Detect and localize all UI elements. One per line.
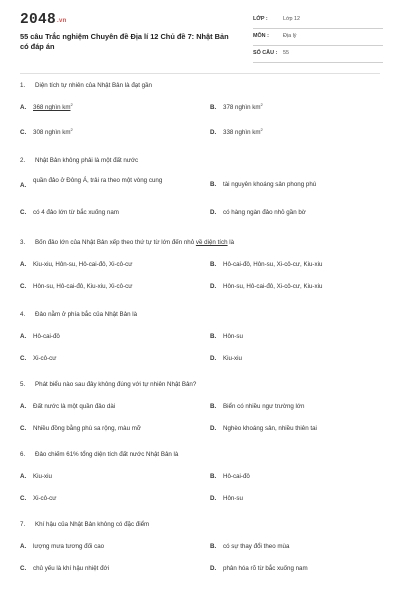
question-prompt-start: Bốn đảo lớn của Nhật Bản xếp theo thứ tự từ lớn đến nhỏ	[35, 239, 196, 246]
meta-value: Địa lý	[283, 33, 297, 39]
question-prompt: Diện tích tự nhiên của Nhật Bản là đạt gần	[35, 82, 152, 89]
meta-label: SỐ CÂU :	[253, 50, 278, 56]
option-text: 368 nghìn km	[33, 104, 71, 111]
question-item	[20, 520, 380, 585]
option-text: 308 nghìn km	[33, 129, 71, 136]
option-letter: B.	[210, 473, 217, 480]
question-text	[20, 520, 380, 529]
option-text: Hô-cai-đô	[33, 333, 60, 340]
option-letter: C.	[20, 495, 27, 502]
option-d[interactable]	[210, 495, 385, 504]
question-number: 5.	[20, 381, 26, 388]
question-text	[20, 380, 380, 389]
option-text: Biển có nhiều ngư trường lớn	[223, 403, 305, 410]
option-letter: D.	[210, 129, 217, 136]
option-b[interactable]	[210, 473, 385, 482]
option-letter: A.	[20, 403, 27, 410]
meta-row-grade	[253, 14, 383, 29]
option-text: lượng mưa tương đối cao	[33, 543, 105, 550]
option-c[interactable]	[20, 129, 195, 138]
option-text: Xi-cô-cư	[33, 355, 57, 362]
question-list	[20, 78, 380, 585]
logo-suffix: .vn	[57, 18, 67, 24]
option-text: Kiu-xiu	[33, 473, 52, 480]
question-item	[20, 380, 380, 450]
question-item	[20, 156, 380, 238]
meta-row-subject	[253, 31, 383, 46]
option-letter: D.	[210, 425, 217, 432]
site-logo[interactable]	[20, 11, 67, 28]
option-b[interactable]	[210, 181, 385, 190]
option-text: Hôn-su, Hô-cai-đô, Kiu-xiu, Xi-cô-cư	[33, 283, 133, 290]
question-text	[20, 310, 380, 319]
option-a[interactable]	[20, 403, 195, 412]
option-a[interactable]	[20, 261, 195, 270]
option-letter: C.	[20, 355, 27, 362]
header-divider	[20, 73, 380, 74]
option-letter: D.	[210, 495, 217, 502]
question-prompt: Khí hậu của Nhật Bản không có đặc điểm	[35, 521, 150, 528]
question-prompt: Phát biểu nào sau đây không đúng với tự nhiên Nhật Bản?	[35, 381, 197, 388]
option-text: có sự thay đổi theo mùa	[223, 543, 290, 550]
option-superscript: 2	[70, 127, 73, 132]
option-c[interactable]	[20, 355, 195, 364]
option-letter: B.	[210, 104, 217, 111]
meta-row-count	[253, 48, 383, 63]
meta-value: Lớp 12	[283, 16, 301, 22]
option-text: quần đảo ở Đông Á, trải ra theo một vòng cung	[33, 177, 163, 184]
option-d[interactable]	[210, 565, 385, 574]
question-number: 7.	[20, 521, 26, 528]
option-d[interactable]	[210, 283, 385, 292]
question-number: 4.	[20, 311, 26, 318]
question-prompt: Đảo chiếm 61% tổng diện tích đất nước Nhật Bản là	[35, 451, 179, 458]
option-letter: A.	[20, 261, 27, 268]
option-text: Xi-cô-cư	[33, 495, 57, 502]
question-prompt-underlined: về diện tích	[195, 239, 228, 246]
option-b[interactable]	[210, 261, 385, 270]
option-b[interactable]	[210, 104, 385, 113]
question-number: 1.	[20, 82, 26, 89]
option-letter: B.	[210, 403, 217, 410]
option-a[interactable]	[20, 104, 195, 113]
option-letter: B.	[210, 181, 217, 188]
option-text: có hàng ngàn đảo nhỏ gần bờ	[223, 209, 306, 216]
option-d[interactable]	[210, 355, 385, 364]
option-text: Nhiều đồng bằng phù sa rộng, màu mỡ	[33, 425, 141, 432]
option-letter: C.	[20, 565, 27, 572]
option-b[interactable]	[210, 543, 385, 552]
option-letter: C.	[20, 209, 27, 216]
option-d[interactable]	[210, 129, 385, 138]
option-superscript: 2	[260, 102, 263, 107]
option-letter: A.	[20, 104, 27, 111]
option-letter: C.	[20, 129, 27, 136]
question-prompt: Nhật Bản không phải là một đất nước	[35, 157, 139, 164]
option-text: Nghèo khoáng sản, nhiều thiên tai	[223, 425, 317, 432]
option-letter: D.	[210, 565, 217, 572]
option-a[interactable]	[20, 473, 195, 482]
question-item	[20, 310, 380, 380]
option-d[interactable]	[210, 425, 385, 434]
option-a[interactable]	[20, 177, 180, 189]
option-letter: B.	[210, 261, 217, 268]
option-b[interactable]	[210, 333, 385, 342]
option-text: Hô-cai-đô, Hôn-su, Xi-cô-cư, Kiu-xiu	[223, 261, 323, 268]
option-b[interactable]	[210, 403, 385, 412]
option-text: Hôn-su, Hô-cai-đô, Xi-cô-cư, Kiu-xiu	[223, 283, 323, 290]
option-letter: D.	[210, 355, 217, 362]
question-item	[20, 81, 380, 156]
option-c[interactable]	[20, 283, 195, 292]
meta-label: LỚP :	[253, 16, 268, 22]
option-letter: A.	[20, 473, 27, 480]
option-a[interactable]	[20, 543, 195, 552]
option-superscript: 2	[70, 102, 73, 107]
document-title: 55 câu Trắc nghiệm Chuyên đề Địa lí 12 Chủ đề 7: Nhật Bản có đáp án	[20, 32, 229, 51]
option-text: Hô-cai-đô	[223, 473, 250, 480]
document-meta	[253, 14, 383, 65]
option-text: Đất nước là một quần đảo dài	[33, 403, 116, 410]
option-text: Hôn-su	[223, 333, 243, 340]
question-text	[20, 156, 380, 165]
option-letter: A.	[20, 182, 27, 189]
option-text: phân hóa rõ từ bắc xuống nam	[223, 565, 308, 572]
option-text: Hôn-su	[223, 495, 243, 502]
question-text	[20, 450, 380, 459]
question-text	[20, 238, 380, 247]
question-item	[20, 450, 380, 520]
option-letter: A.	[20, 333, 27, 340]
option-letter: D.	[210, 209, 217, 216]
option-text: 378 nghìn km	[223, 104, 261, 111]
option-text: 338 nghìn km	[223, 129, 261, 136]
option-text: chủ yếu là khí hậu nhiệt đới	[33, 565, 109, 572]
option-text: Kiu-xiu, Hôn-su, Hô-cai-đô, Xi-cô-cư	[33, 261, 133, 268]
option-c[interactable]	[20, 425, 195, 434]
option-c[interactable]	[20, 209, 195, 218]
document-header	[0, 0, 400, 72]
option-letter: D.	[210, 283, 217, 290]
option-superscript: 2	[260, 127, 263, 132]
question-number: 3.	[20, 239, 26, 246]
option-c[interactable]	[20, 495, 195, 504]
option-letter: A.	[20, 543, 27, 550]
logo-number: 2048	[20, 12, 57, 28]
question-prompt-end: là	[227, 239, 235, 246]
meta-label: MÔN :	[253, 33, 269, 39]
option-letter: C.	[20, 283, 27, 290]
meta-value: 55	[283, 50, 289, 56]
option-letter: B.	[210, 543, 217, 550]
option-a[interactable]	[20, 333, 195, 342]
option-c[interactable]	[20, 565, 195, 574]
question-item	[20, 238, 380, 310]
option-text: có 4 đảo lớn từ bắc xuống nam	[33, 209, 119, 216]
option-text: Kiu-xiu	[223, 355, 242, 362]
question-prompt: Đảo nằm ở phía bắc của Nhật Bản là	[35, 311, 138, 318]
option-text: tài nguyên khoáng sản phong phú	[223, 181, 317, 188]
question-number: 2.	[20, 157, 26, 164]
question-number: 6.	[20, 451, 26, 458]
option-letter: B.	[210, 333, 217, 340]
question-text	[20, 81, 380, 90]
option-d[interactable]	[210, 209, 385, 218]
option-letter: C.	[20, 425, 27, 432]
